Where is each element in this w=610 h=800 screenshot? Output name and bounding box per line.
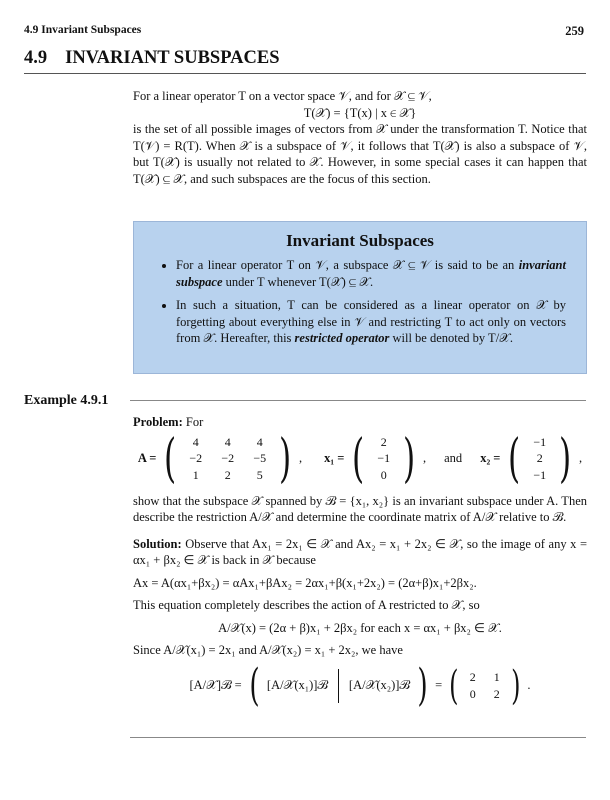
- left-paren-icon: (: [508, 428, 521, 489]
- matrix-a-cell: 4: [192, 434, 199, 449]
- matrix-a: [185, 434, 271, 484]
- solution-label: Solution:: [133, 536, 182, 551]
- column-divider: [338, 669, 339, 703]
- problem-text: show that the subspace 𝒳 spanned by ℬ = {x₁, x₂} is an invariant subspace under A. Then describe the restriction A/𝒳 and determine the coordinate matrix of A/𝒳 relative to ℬ.: [133, 493, 587, 524]
- vector-x1-cell: −1: [377, 451, 391, 466]
- running-head: [24, 20, 586, 38]
- equation-1: Ax = A(αx₁+βx₂) = αAx₁+βAx₂ = 2αx₁+β(x₁+2x₂) = (2α+β)x₁+2βx₂.: [133, 575, 477, 590]
- box-bullet-1: [176, 257, 566, 290]
- coordinate-matrix-cell: 0: [469, 686, 476, 701]
- bullet-1-term: invariant subspace: [176, 258, 566, 289]
- section-heading: [24, 48, 586, 74]
- equation-2: A/𝒳(x) = (2α + β)x₁ + 2βx₂ for each x = αx₁ + βx₂ ∈ 𝒳.: [218, 620, 502, 635]
- coordinate-matrix-cell: 1: [493, 670, 500, 684]
- problem-label: Problem:: [133, 415, 183, 429]
- bullet-2-term: restricted operator: [294, 331, 390, 345]
- eq3-col2: [A/𝒳(x₂)]ℬ: [348, 678, 410, 693]
- matrix-a-cell: −5: [253, 451, 267, 466]
- matrix-a-cell: −2: [221, 451, 235, 466]
- coordinate-matrix-equation: [A/𝒳]ℬ = ( [A/𝒳(x₁)]ℬ [A/𝒳(x₂)]ℬ ) = ( 2 1 0 2 ) .: [189, 659, 531, 711]
- vector-x1-cell: 0: [380, 467, 387, 482]
- problem-matrices: A = ( 4 4 4 −2 −2 −5 1 2 5 ) , x₁ = ( 2 −1 0 ) , and x₂ = ( −1 2 −1 ) ,: [137, 428, 583, 489]
- coordinate-matrix: [466, 669, 504, 702]
- eq3-col1: [A/𝒳(x₁)]ℬ: [266, 678, 328, 693]
- vector-x2-cell: 2: [536, 451, 543, 466]
- right-paren-icon: ): [278, 428, 291, 489]
- matrix-a-label: A =: [137, 451, 157, 466]
- vector-x2: [529, 434, 551, 484]
- sentence-2: This equation completely describes the action of A restricted to 𝒳, so: [133, 598, 480, 612]
- example-label: Example 4.9.1: [24, 393, 109, 408]
- vector-x1-cell: 2: [380, 434, 387, 449]
- box-bullet-2: [176, 297, 566, 347]
- example-rule: [130, 400, 586, 401]
- matrix-a-cell: 1: [192, 467, 199, 482]
- running-head-section: 4.9 Invariant Subspaces: [24, 24, 142, 36]
- left-paren-icon: (: [352, 428, 365, 489]
- right-paren-icon: ): [510, 662, 521, 709]
- right-paren-icon: ): [402, 428, 415, 489]
- problem-for: For: [185, 415, 204, 429]
- since-sentence: Since A/𝒳(x₁) = 2x₁ and A/𝒳(x₂) = x₁ + 2x₂, we have: [133, 643, 403, 657]
- coordinate-matrix-cell: 2: [493, 686, 500, 701]
- matrix-a-cell: 5: [256, 467, 263, 482]
- and-word: and: [444, 451, 463, 466]
- matrix-a-cell: 4: [256, 434, 263, 449]
- box-bullets: [154, 257, 566, 347]
- intro-block: [133, 88, 587, 187]
- matrix-a-cell: −2: [189, 451, 203, 466]
- right-paren-icon: ): [417, 659, 428, 711]
- page-number: 259: [565, 24, 584, 38]
- example-block: [133, 414, 587, 709]
- left-paren-icon: (: [249, 659, 260, 711]
- solution-text: Observe that Ax₁ = 2x₁ ∈ 𝒳 and Ax₂ = x₁ + 2x₂ ∈ 𝒳, so the image of any x = αx₁ + βx₂ ∈ 𝒳 is back in 𝒳 because: [133, 536, 588, 567]
- definition-box: [133, 221, 587, 374]
- right-paren-icon: ): [558, 428, 571, 489]
- vector-x2-label: x₂ =: [480, 451, 501, 466]
- bullet-2-post: will be denoted by T/𝒳.: [392, 331, 514, 345]
- solution-paragraph: [133, 536, 587, 569]
- eq3-lhs: [A/𝒳]ℬ =: [189, 678, 242, 693]
- bullet-1-post: under T whenever T(𝒳) ⊆ 𝒳.: [225, 274, 374, 289]
- left-paren-icon: (: [449, 662, 459, 709]
- section-title: INVARIANT SUBSPACES: [65, 48, 280, 68]
- box-title: Invariant Subspaces: [286, 231, 434, 250]
- intro-paragraph: is the set of all possible images of vectors from 𝒳 under the transformation T. Notice that T(𝒱) = R(T). When 𝒳 is a subspace of 𝒱, it follows that T(𝒳) is also a subspace of 𝒱, but T(𝒳) is usually not related to 𝒳. However, in some special cases it can happen that T(𝒳) ⊆ 𝒳, and such subspaces are the focus of this section.: [133, 122, 587, 186]
- vector-x2-cell: −1: [533, 434, 547, 449]
- intro-display-equation: T(𝒳) = {T(x) | x ∈ 𝒳}: [303, 105, 417, 120]
- vector-x1-label: x₁ =: [324, 451, 345, 466]
- coordinate-matrix-cell: 2: [469, 670, 476, 684]
- intro-line: For a linear operator T on a vector space 𝒱, and for 𝒳 ⊆ 𝒱,: [133, 89, 432, 103]
- matrix-a-cell: 2: [224, 467, 231, 482]
- bottom-rule: [130, 737, 586, 738]
- vector-x1: [373, 434, 395, 484]
- matrix-a-cell: 4: [224, 434, 231, 449]
- section-number: 4.9: [24, 48, 48, 68]
- left-paren-icon: (: [164, 428, 177, 489]
- bullet-1-pre: For a linear operator T on 𝒱, a subspace 𝒳 ⊆ 𝒱 is said to be an: [176, 258, 515, 272]
- bullet-2-pre: In such a situation, T can be considered as a linear operator on 𝒳 by forgetting about everything else in 𝒱 and restricting T to act only on vectors from 𝒳. Hereafter, this: [176, 298, 566, 345]
- vector-x2-cell: −1: [533, 467, 547, 482]
